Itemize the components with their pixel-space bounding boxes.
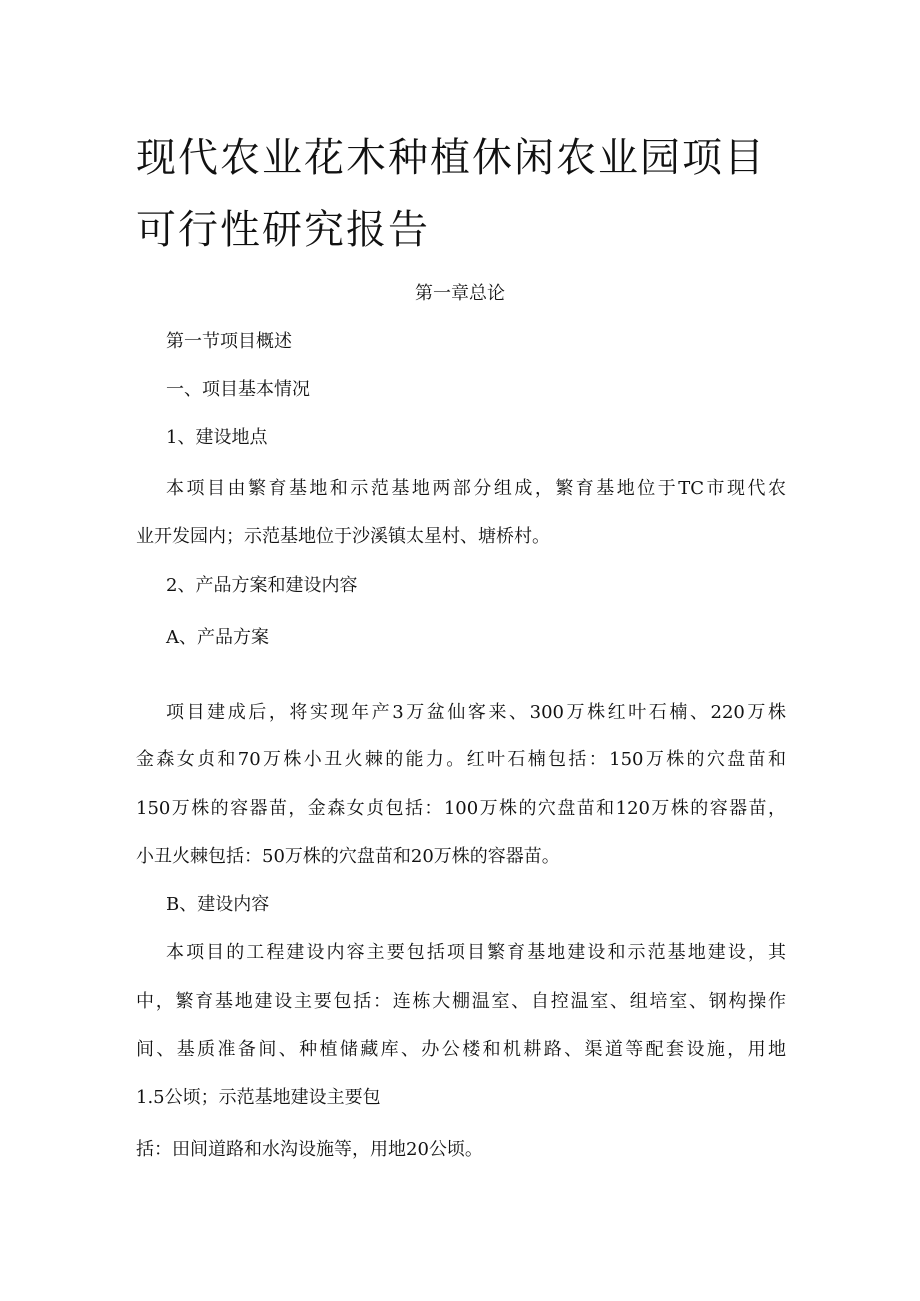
paragraph-line: 括：田间道路和水沟设施等，用地20公顷。: [136, 1139, 483, 1160]
paragraph-line: 本项目由繁育基地和示范基地两部分组成，繁育基地位于TC市现代农: [166, 478, 786, 499]
document-title-line-1: 现代农业花木种植休闲农业园项目: [136, 135, 766, 181]
paragraph-line: 小丑火棘包括：50万株的穴盘苗和20万株的容器苗。: [136, 846, 560, 867]
paragraph-line: 中，繁育基地建设主要包括：连栋大棚温室、自控温室、组培室、钢构操作: [136, 991, 786, 1012]
item2-heading: 2、产品方案和建设内容: [166, 575, 358, 596]
paragraph-line: 本项目的工程建设内容主要包括项目繁育基地建设和示范基地建设，其: [166, 942, 786, 963]
paragraph-line: 间、基质准备间、种植储藏库、办公楼和机耕路、渠道等配套设施，用地: [136, 1039, 786, 1060]
document-title-line-2: 可行性研究报告: [136, 207, 430, 253]
item1-heading: 1、建设地点: [166, 427, 268, 448]
subsection-heading: 一、项目基本情况: [166, 379, 310, 400]
chapter-heading: 第一章总论: [415, 283, 505, 304]
paragraph-line: 150万株的容器苗，金森女贞包括：100万株的穴盘苗和120万株的容器苗，: [136, 798, 786, 819]
paragraph-line: 1.5公顷；示范基地建设主要包: [136, 1087, 381, 1108]
paragraph-line: 项目建成后，将实现年产3万盆仙客来、300万株红叶石楠、220万株: [166, 702, 786, 723]
section-heading: 第一节项目概述: [166, 331, 292, 352]
paragraph-line: 业开发园内；示范基地位于沙溪镇太星村、塘桥村。: [136, 526, 550, 547]
construction-heading: B、建设内容: [166, 894, 270, 915]
product-plan-heading: A、产品方案: [166, 627, 269, 648]
paragraph-line: 金森女贞和70万株小丑火棘的能力。红叶石楠包括：150万株的穴盘苗和: [136, 749, 786, 770]
